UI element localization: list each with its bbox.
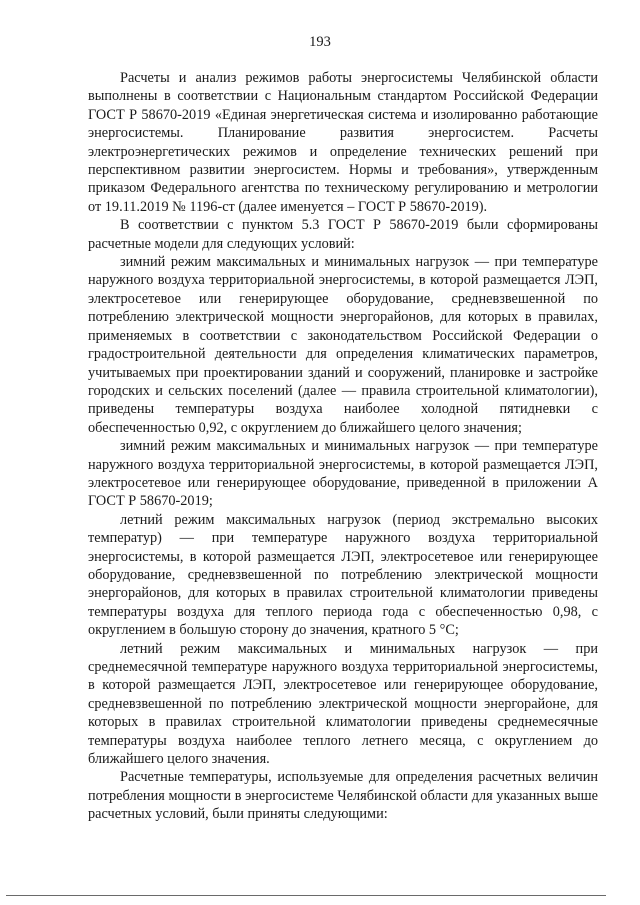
bottom-scan-line xyxy=(6,895,606,896)
paragraph-winter-appendix: зимний режим максимальных и минимальных нагрузок — при температуре наружного воздуха территориальной энергосистемы, в которой размещается ЛЭП, электросетевое или генерирующее оборудование, приведенной в приложении А ГОСТ Р 58670-2019; xyxy=(88,438,598,510)
paragraph-design-temperatures: Расчетные температуры, используемые для определения расчетных величин потребления мощности в энергосистеме Челябинской области для указанных выше расчетных условий, были приняты следующими: xyxy=(88,769,598,823)
document-body xyxy=(88,69,598,824)
page-number: 193 xyxy=(309,34,331,50)
paragraph-intro: Расчеты и анализ режимов работы энергосистемы Челябинской области выполнены в соответствии с Национальным стандартом Российской Федерации ГОСТ Р 58670-2019 «Единая энергетическая система и изолированно работающие энергосистемы. Планирование развития энергосистем. Расчеты электроэнергетических режимов и определение технических решений при перспективном развитии энергосистем. Нормы и требования», утвержденным приказом Федерального агентства по техническому регулированию и метрологии от 19.11.2019 № 1196-ст (далее именуется – ГОСТ Р 58670-2019). xyxy=(88,70,598,215)
paragraph-summer-extreme: летний режим максимальных нагрузок (период экстремально высоких температур) — при температуре наружного воздуха территориальной энергосистемы, в которой размещается ЛЭП, электросетевое или генерирующее оборудование, средневзвешенной по потреблению электрической мощности энергорайонов, для которых в правилах строительной климатологии приведены температуры воздуха для теплого периода года с обеспеченностью 0,98, с округлением в большую сторону до значения, кратного 5 °С; xyxy=(88,511,598,639)
paragraph-summer-monthly: летний режим максимальных и минимальных нагрузок — при среднемесячной температуре наружного воздуха территориальной энергосистемы, в которой размещается ЛЭП, электросетевое или генерирующее оборудование, средневзвешенной по потреблению электрической мощности энергорайоне, для которых в правилах строительной климатологии приведены среднемесячные температуры воздуха наиболее теплого летнего месяца, с округлением до ближайшего целого значения. xyxy=(88,640,598,768)
paragraph-winter-92: зимний режим максимальных и минимальных нагрузок — при температуре наружного воздуха территориальной энергосистемы, в которой размещается ЛЭП, электросетевое или генерирующее оборудование, средневзвешенной по потреблению электрической мощности энергорайонов, для которых в правилах, применяемых в соответствии с законодательством Российской Федерации о градостроительной деятельности для определения климатических параметров, учитываемых при проектировании зданий и сооружений, планировке и застройке городских и сельских поселений (далее — правила строительной климатологии), приведены температуры воздуха наиболее холодной пятидневки с обеспеченностью 0,92, с округлением до ближайшего целого значения; xyxy=(88,254,598,436)
paragraph-models: В соответствии с пунктом 5.3 ГОСТ Р 58670-2019 были сформированы расчетные модели для следующих условий: xyxy=(88,217,598,252)
